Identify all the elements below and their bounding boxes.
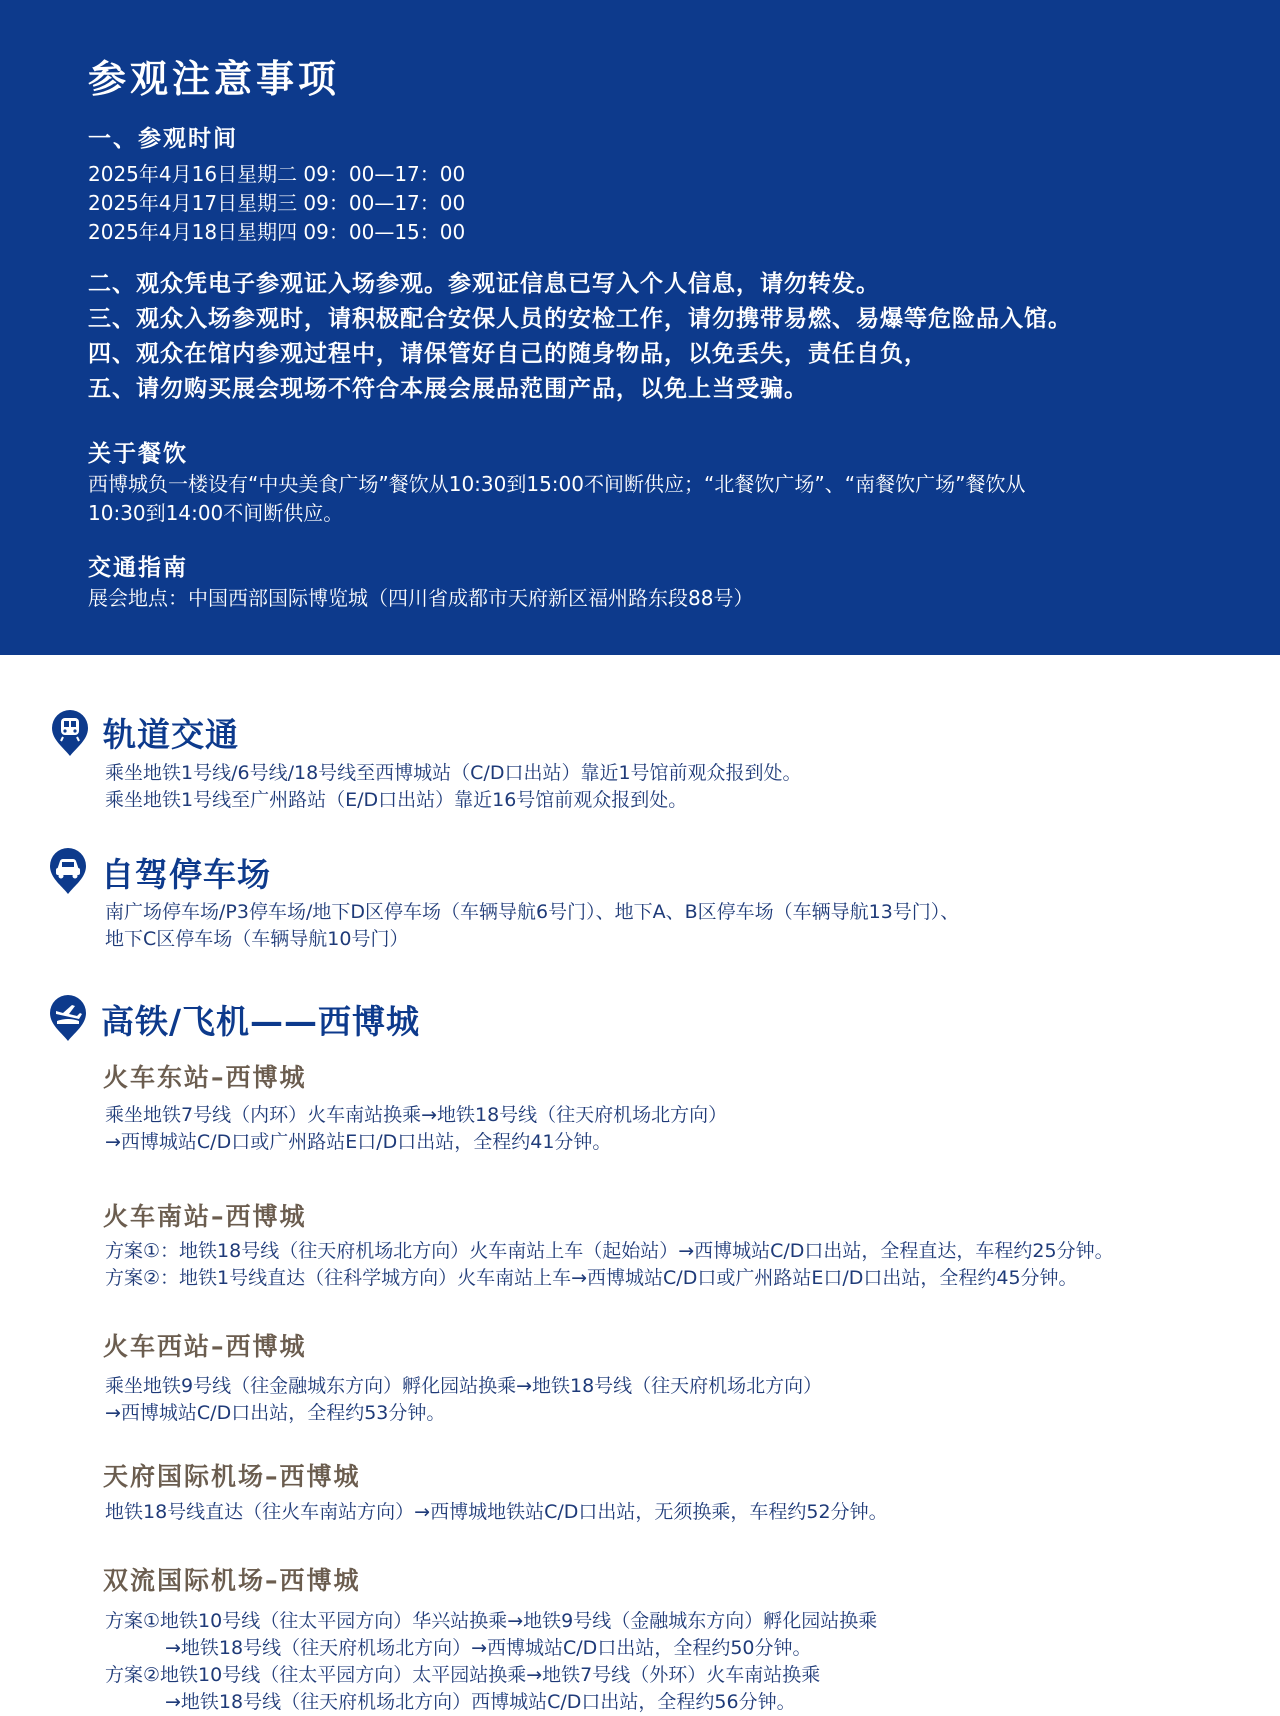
transport-heading: 交通指南 [88, 555, 188, 581]
rail-line: 乘坐地铁1号线/6号线/18号线至西博城站（C/D口出站）靠近1号馆前观众报到处。 [105, 762, 802, 784]
visit-time-list [88, 160, 465, 247]
visit-time-line: 2025年4月17日星期三 09：00—17：00 [88, 191, 466, 215]
car-icon [48, 846, 88, 896]
route-body [105, 1102, 727, 1156]
route-body [105, 1373, 822, 1427]
rules-list [88, 267, 1072, 407]
dining-text [88, 470, 1025, 528]
visit-time-line: 2025年4月18日星期四 09：00—15：00 [88, 220, 466, 244]
parking-line: 南广场停车场/P3停车场/地下D区停车场（车辆导航6号门）、地下A、B区停车场（车辆导航13号门）、 [105, 901, 960, 923]
route-line: 地铁18号线直达（往火车南站方向）→西博城地铁站C/D口出站，无须换乘，车程约52分钟。 [105, 1501, 888, 1523]
route-title: 天府国际机场–西博城 [103, 1462, 361, 1491]
visit-time-line: 2025年4月16日星期二 09：00—17：00 [88, 162, 466, 186]
route-title: 双流国际机场–西博城 [103, 1566, 361, 1595]
route-body [105, 1238, 1114, 1292]
rail-section-title: 轨道交通 [103, 715, 239, 754]
venue-address: 展会地点：中国西部国际博览城（四川省成都市天府新区福州路东段88号） [88, 586, 754, 610]
route-line: 方案①：地铁18号线（往天府机场北方向）火车南站上车（起始站）→西博城站C/D口出站，全程直达，车程约25分钟。 [105, 1240, 1114, 1262]
rule-item: 三、观众入场参观时，请积极配合安保人员的安检工作，请勿携带易燃、易爆等危险品入馆。 [88, 306, 1072, 332]
route-line: 方案②地铁10号线（往太平园方向）太平园站换乘→地铁7号线（外环）火车南站换乘 [105, 1664, 821, 1686]
rail-section-body [105, 760, 802, 814]
route-line: 方案①地铁10号线（往太平园方向）华兴站换乘→地铁9号线（金融城东方向）孵化园站换乘 [105, 1610, 878, 1632]
train-plane-section-title: 高铁/飞机——西博城 [101, 1002, 421, 1041]
page-title: 参观注意事项 [88, 56, 341, 101]
route-line: →地铁18号线（往天府机场北方向）→西博城站C/D口出站，全程约50分钟。 [165, 1637, 812, 1659]
route-title: 火车东站–西博城 [103, 1063, 307, 1092]
parking-section-body [105, 899, 959, 953]
route-line: →地铁18号线（往天府机场北方向）西博城站C/D口出站，全程约56分钟。 [165, 1691, 796, 1713]
route-line: →西博城站C/D口出站，全程约53分钟。 [105, 1402, 446, 1424]
rule-item: 二、观众凭电子参观证入场参观。参观证信息已写入个人信息，请勿转发。 [88, 271, 880, 297]
parking-section-title: 自驾停车场 [101, 855, 271, 894]
route-line: 乘坐地铁7号线（内环）火车南站换乘→地铁18号线（往天府机场北方向） [105, 1104, 728, 1126]
route-title: 火车南站–西博城 [103, 1202, 307, 1231]
parking-line: 地下C区停车场（车辆导航10号门） [105, 928, 409, 950]
route-line: →西博城站C/D口或广州路站E口/D口出站，全程约41分钟。 [105, 1131, 612, 1153]
route-title: 火车西站–西博城 [103, 1332, 307, 1361]
dining-line: 10:30到14:00不间断供应。 [88, 501, 344, 525]
route-body [105, 1608, 877, 1716]
rule-item: 四、观众在馆内参观过程中，请保管好自己的随身物品，以免丢失，责任自负， [88, 341, 928, 367]
route-line: 方案②：地铁1号线直达（往科学城方向）火车南站上车→西博城站C/D口或广州路站E口/D口出站，全程约45分钟。 [105, 1267, 1078, 1289]
notice-panel [0, 0, 1280, 655]
visit-time-heading: 一、参观时间 [88, 126, 238, 152]
route-body [105, 1499, 888, 1526]
metro-icon [50, 708, 90, 758]
route-line: 乘坐地铁9号线（往金融城东方向）孵化园站换乘→地铁18号线（往天府机场北方向） [105, 1375, 823, 1397]
rule-item: 五、请勿购买展会现场不符合本展会展品范围产品，以免上当受骗。 [88, 376, 808, 402]
rail-line: 乘坐地铁1号线至广州路站（E/D口出站）靠近16号馆前观众报到处。 [105, 789, 688, 811]
plane-icon [48, 993, 88, 1043]
dining-heading: 关于餐饮 [88, 441, 188, 467]
dining-line: 西博城负一楼设有“中央美食广场”餐饮从10:30到15:00不间断供应；“北餐饮广场”、“南餐饮广场”餐饮从 [88, 472, 1026, 496]
